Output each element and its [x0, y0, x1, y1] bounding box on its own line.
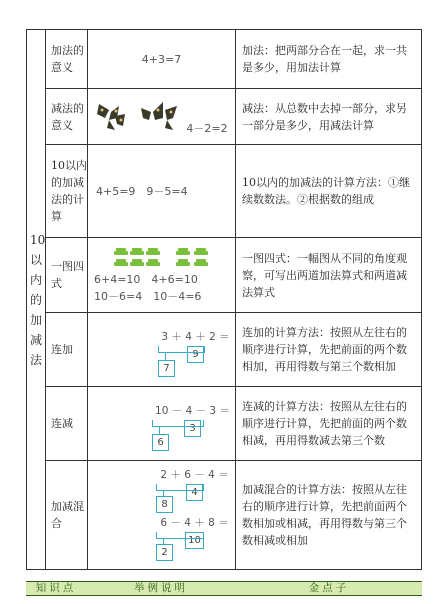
- expr-text: 3 ＋ 4 ＋ 2 ＝: [161, 330, 230, 343]
- example-line: 6+4=10 4+6=10: [94, 272, 198, 286]
- footer-col-tips: 金点子: [308, 582, 350, 594]
- topic-label: 连加: [51, 343, 73, 356]
- topic-label: 加减混合: [51, 500, 84, 530]
- footer-col-knowledge: 知识点: [35, 582, 77, 594]
- example-cell: [88, 313, 236, 387]
- topic-label: 加法的意义: [51, 44, 84, 74]
- note-text: 加减混合的计算方法：按照从左往右的顺序进行计算，先把前面两个数相加或相减，再用得数与第三个数相减或相加: [242, 483, 407, 547]
- footer-bar: [26, 581, 422, 596]
- note-text: 减法：从总数中去掉一部分，求另一部分是多少，用减法计算: [242, 101, 407, 132]
- example-cell: [88, 461, 236, 570]
- result-box: 4: [186, 484, 203, 501]
- example-cell: [88, 238, 236, 313]
- table-row: [27, 313, 422, 387]
- side-title-cell: [27, 30, 46, 570]
- note-text: 连减的计算方法：按照从左往右的顺序进行计算，先把前面的两个数相减，再用得数减去第三个数: [242, 400, 407, 447]
- note-cell: [236, 313, 422, 387]
- side-title: 10以内的加减法: [30, 232, 46, 367]
- car-group: [94, 246, 235, 271]
- topic-label: 连减: [51, 417, 73, 430]
- butterfly-icon: [95, 96, 135, 137]
- example-text: 4－2=2: [186, 122, 228, 135]
- example-cell: [88, 89, 236, 145]
- example-line: 10－6=4 10－4=6: [94, 289, 202, 303]
- topic-cell: [46, 30, 88, 89]
- note-cell: [236, 30, 422, 89]
- table-row: [27, 89, 422, 145]
- topic-cell: [46, 145, 88, 238]
- topic-cell: [46, 387, 88, 461]
- table-row: [27, 387, 422, 461]
- topic-label: 减法的意义: [51, 101, 84, 132]
- table-row: [27, 238, 422, 313]
- example-cell: [88, 145, 236, 238]
- result-box: 3: [184, 420, 201, 437]
- result-box: 10: [185, 532, 204, 549]
- note-cell: [236, 387, 422, 461]
- car-icon: [114, 246, 224, 268]
- topic-label: 一图四式: [51, 260, 84, 290]
- note-cell: [236, 89, 422, 145]
- topic-label: 10以内的加减法的计算: [51, 159, 87, 223]
- note-cell: [236, 145, 422, 238]
- note-text: 加法：把两部分合在一起，求一共是多少，用加法计算: [242, 44, 407, 74]
- table-row: [27, 461, 422, 570]
- note-text: 连加的计算方法：按照从左往右的顺序进行计算，先把前面的两个数相加，再用得数与第三个数相加: [242, 326, 407, 373]
- example-cell: [88, 387, 236, 461]
- footer-col-examples: 举例说明: [134, 582, 188, 594]
- example-text: 4+5=9 9－5=4: [96, 184, 188, 198]
- mid-box: 7: [158, 360, 175, 377]
- topic-cell: [46, 313, 88, 387]
- knowledge-table: [26, 29, 422, 570]
- note-text: 一图四式：一幅图从不同的角度观察，可写出两道加法算式和两道减法算式: [242, 251, 407, 299]
- expr-text: 2 ＋ 6 － 4 ＝: [160, 468, 229, 481]
- example-cell: [88, 30, 236, 89]
- mid-box: 6: [152, 434, 169, 451]
- table-row: [27, 145, 422, 238]
- chain-diagram: [88, 463, 235, 568]
- example-text: 4+3=7: [141, 52, 182, 66]
- result-box: 9: [187, 346, 204, 363]
- topic-cell: [46, 238, 88, 313]
- topic-cell: [46, 461, 88, 570]
- table-row: [27, 30, 422, 89]
- note-cell: [236, 238, 422, 313]
- chain-diagram: [88, 389, 235, 459]
- expr-text: 10 － 4 － 3 ＝: [155, 404, 230, 417]
- note-text: 10以内的加减法的计算方法：①继续数数法。②根据数的组成: [242, 176, 410, 206]
- note-cell: [236, 461, 422, 570]
- butterfly-icon: [139, 98, 183, 137]
- mid-box: 2: [156, 544, 173, 561]
- mid-box: 8: [156, 496, 173, 513]
- topic-cell: [46, 89, 88, 145]
- chain-diagram: [88, 315, 235, 385]
- expr-text: 6 － 4 ＋ 8 ＝: [160, 516, 229, 529]
